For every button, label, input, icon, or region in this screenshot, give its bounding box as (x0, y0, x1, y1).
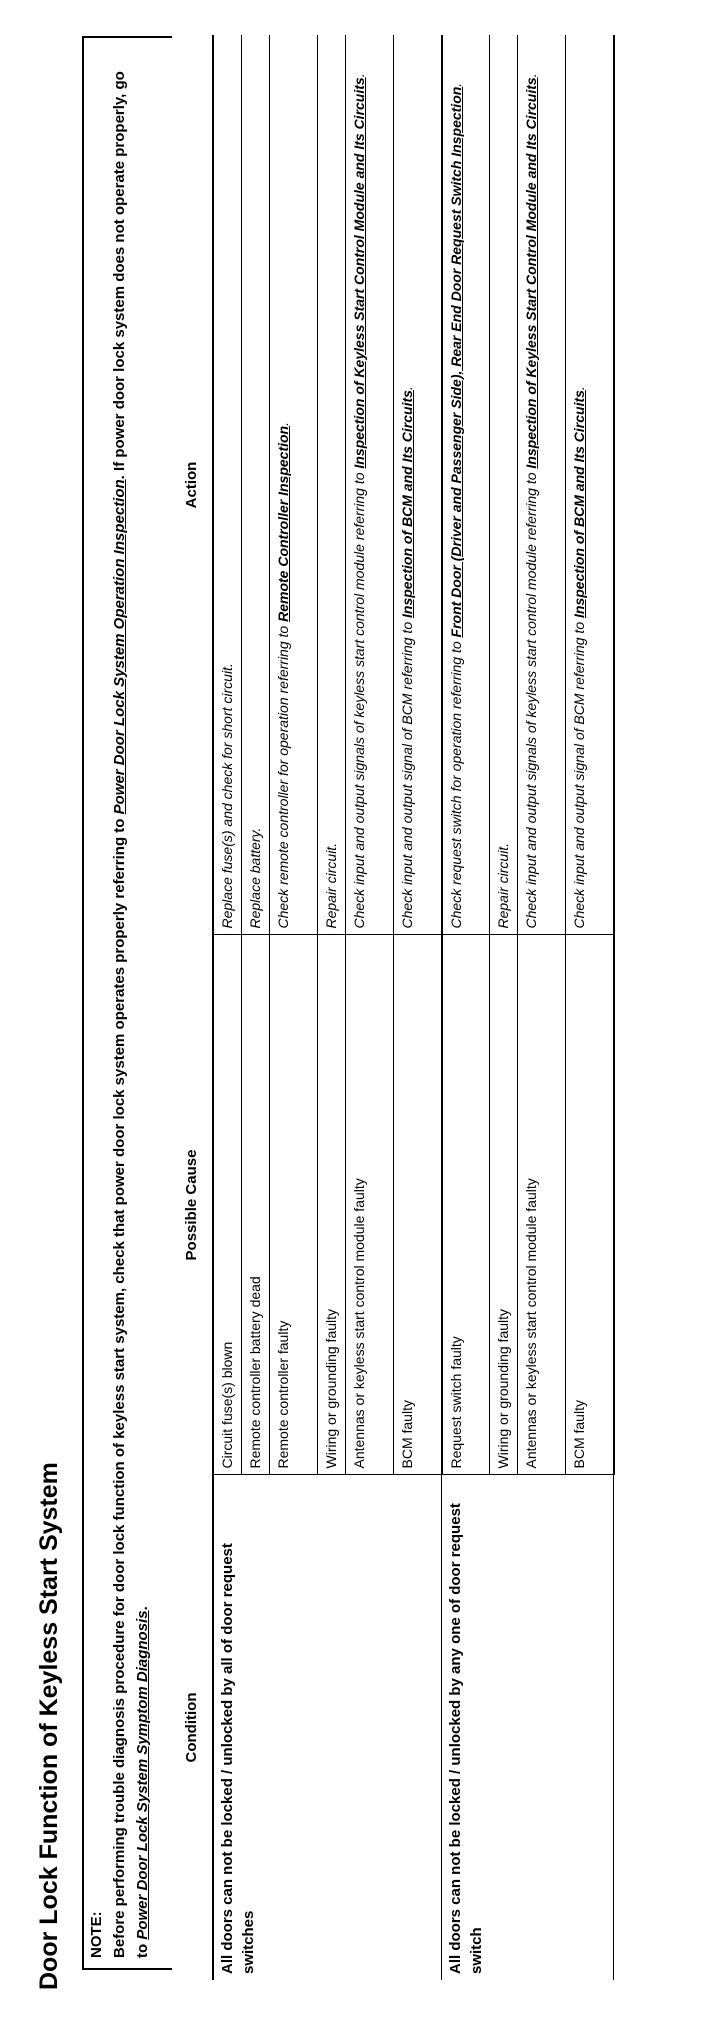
action-link[interactable]: Inspection of Keyless Start Control Module and Its Circuits (351, 77, 367, 469)
note-label: NOTE: (88, 1911, 105, 1958)
action-cell (346, 35, 394, 935)
note-text (108, 58, 154, 1958)
action-cell (213, 35, 242, 935)
header-possible-cause: Possible Cause (170, 935, 213, 1475)
action-text-end: . (447, 82, 464, 87)
action-text: Check input and output signals of keyless start control module referring to (523, 468, 539, 929)
action-text: Replace battery. (247, 827, 263, 929)
action-text: Check input and output signals of keyless start control module referring to (351, 468, 367, 929)
action-cell (270, 35, 318, 935)
cause-cell: Wiring or grounding faulty (318, 935, 346, 1475)
cause-cell: Remote controller faulty (270, 935, 318, 1475)
condition-cell: All doors can not be locked / unlocked by all of door request switches (213, 1475, 442, 1980)
page-title: Door Lock Function of Keyless Start System (35, 1462, 63, 1990)
action-text: Replace fuse(s) and check for short circuit. (219, 663, 235, 929)
action-link[interactable]: Inspection of BCM and Its Circuits (399, 390, 415, 618)
table-row (213, 35, 242, 1980)
condition-cell: All doors can not be locked / unlocked by any one of door request switch (442, 1475, 614, 1980)
action-text-end: . (275, 421, 291, 426)
note-text-2: . If power door lock system does not operate properly, go to (111, 71, 151, 1958)
action-cell (242, 35, 270, 935)
action-cell (518, 35, 566, 935)
action-text-end: . (571, 386, 587, 391)
action-text-end: . (351, 73, 367, 78)
note-link-operation-inspection[interactable]: Power Door Lock System Operation Inspection (111, 479, 128, 815)
cause-cell: Wiring or grounding faulty (490, 935, 518, 1475)
action-cell (318, 35, 346, 935)
cause-cell: Request switch faulty (442, 935, 490, 1475)
table-header-row (170, 35, 213, 1980)
action-link[interactable]: Inspection of Keyless Start Control Module and Its Circuits (523, 77, 539, 469)
cause-cell: Antennas or keyless start control module faulty (518, 935, 566, 1475)
action-text-end: . (523, 73, 539, 78)
diagnosis-table (170, 35, 615, 1980)
action-text: Check request switch for operation referring to (447, 637, 464, 929)
action-text: Check input and output signal of BCM referring to (571, 617, 587, 929)
action-text: Repair circuit. (495, 842, 511, 929)
action-cell (566, 35, 614, 935)
cause-cell: Circuit fuse(s) blown (213, 935, 242, 1475)
cause-cell: BCM faulty (566, 935, 614, 1475)
action-cell (490, 35, 518, 935)
cause-cell: Antennas or keyless start control module faulty (346, 935, 394, 1475)
action-text-end: . (399, 386, 415, 391)
note-text-3: . (134, 1606, 151, 1611)
note-box (82, 36, 172, 1970)
action-link[interactable]: Front Door (Driver and Passenger Side), Rear End Door Request Switch Inspection (447, 86, 464, 638)
action-cell (394, 35, 442, 935)
cause-cell: Remote controller battery dead (242, 935, 270, 1475)
action-text: Check remote controller for operation referring to (275, 621, 291, 929)
note-text-1: Before performing trouble diagnosis procedure for door lock function of keyless start system, check that power door lock system operates properly referring to (111, 814, 128, 1958)
header-condition: Condition (170, 1475, 213, 1980)
header-action: Action (170, 35, 213, 935)
action-cell (442, 35, 490, 935)
action-link[interactable]: Remote Controller Inspection (275, 425, 291, 622)
table-row (442, 35, 490, 1980)
action-text: Check input and output signal of BCM referring to (399, 617, 415, 929)
note-link-symptom-diagnosis[interactable]: Power Door Lock System Symptom Diagnosis (134, 1610, 151, 1940)
cause-cell: BCM faulty (394, 935, 442, 1475)
action-text: Repair circuit. (323, 842, 339, 929)
action-link[interactable]: Inspection of BCM and Its Circuits (571, 390, 587, 618)
